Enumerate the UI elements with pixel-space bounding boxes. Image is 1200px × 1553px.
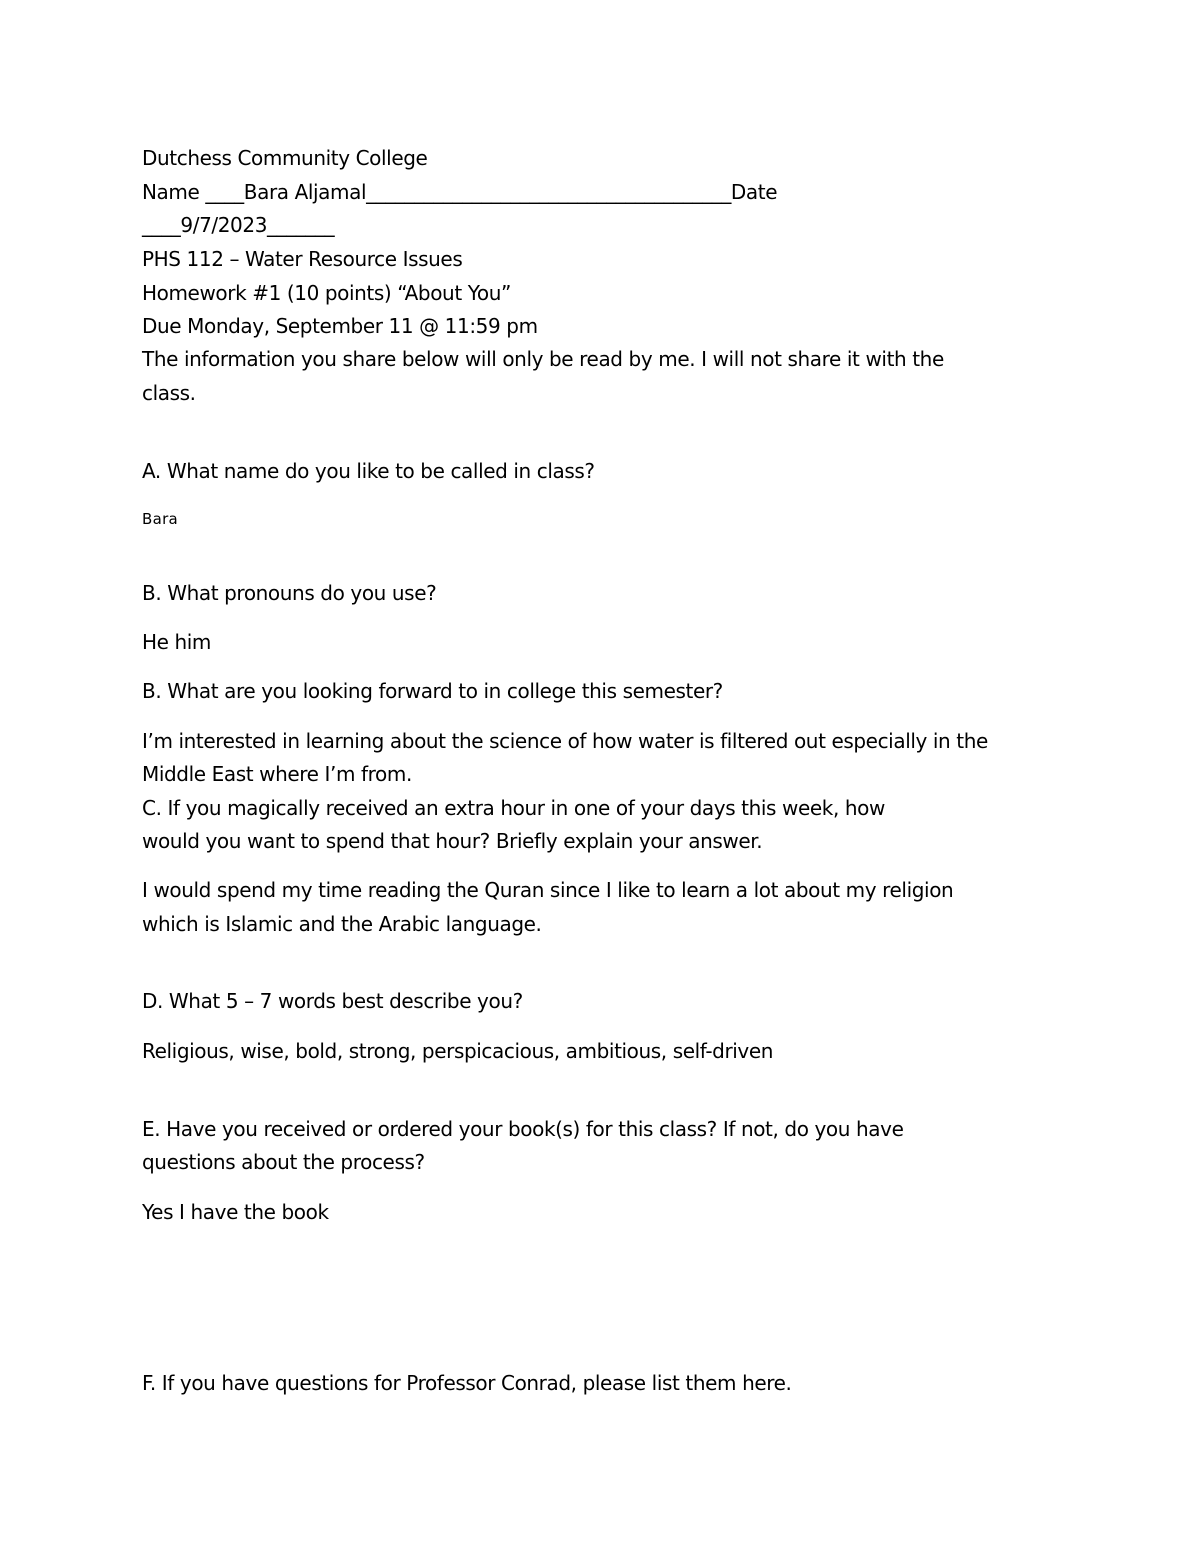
question-b-pronouns: B. What pronouns do you use? bbox=[142, 581, 437, 605]
question-e-line-1: E. Have you received or ordered your book(s) for this class? If not, do you have bbox=[142, 1117, 904, 1141]
college-name: Dutchess Community College bbox=[142, 146, 428, 170]
answer-d: Religious, wise, bold, strong, perspicacious, ambitious, self-driven bbox=[142, 1039, 774, 1063]
privacy-note-line-1: The information you share below will only be read by me. I will not share it with the bbox=[142, 347, 944, 371]
question-c-line-1: C. If you magically received an extra hour in one of your days this week, how bbox=[142, 796, 885, 820]
question-f: F. If you have questions for Professor Conrad, please list them here. bbox=[142, 1371, 792, 1395]
due-date: Due Monday, September 11 @ 11:59 pm bbox=[142, 314, 538, 338]
answer-b-looking-forward-line-2: Middle East where I’m from. bbox=[142, 762, 412, 786]
question-d: D. What 5 – 7 words best describe you? bbox=[142, 989, 523, 1013]
answer-a: Bara bbox=[142, 510, 179, 528]
question-e-line-2: questions about the process? bbox=[142, 1150, 425, 1174]
question-c-line-2: would you want to spend that hour? Briefly explain your answer. bbox=[142, 829, 763, 853]
name-field: Name ____Bara Aljamal______________________________________Date bbox=[142, 180, 778, 204]
answer-c-line-2: which is Islamic and the Arabic language. bbox=[142, 912, 542, 936]
answer-e: Yes I have the book bbox=[142, 1200, 329, 1224]
answer-c-line-1: I would spend my time reading the Quran since I like to learn a lot about my religion bbox=[142, 878, 954, 902]
homework-title: Homework #1 (10 points) “About You” bbox=[142, 281, 511, 305]
course-title: PHS 112 – Water Resource Issues bbox=[142, 247, 463, 271]
question-b-looking-forward: B. What are you looking forward to in college this semester? bbox=[142, 679, 723, 703]
answer-b-looking-forward-line-1: I’m interested in learning about the science of how water is filtered out especially in the bbox=[142, 729, 988, 753]
answer-b-pronouns: He him bbox=[142, 630, 212, 654]
privacy-note-line-2: class. bbox=[142, 381, 196, 405]
question-a: A. What name do you like to be called in class? bbox=[142, 459, 595, 483]
date-field: ____9/7/2023_______ bbox=[142, 213, 335, 237]
